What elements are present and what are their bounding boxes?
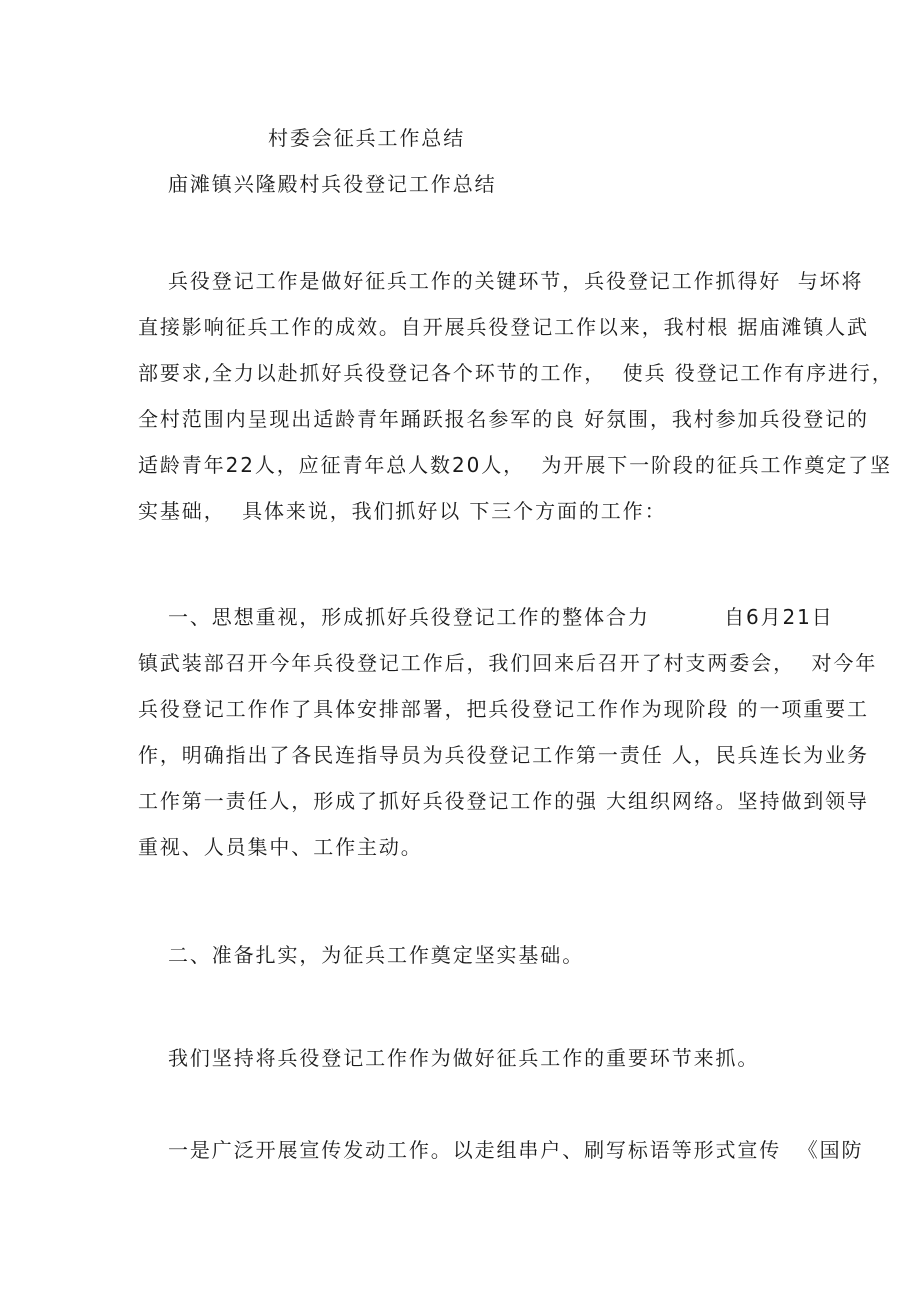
document-title: 村委会征兵工作总结 [268, 126, 466, 150]
section-2-paragraph: 我们坚持将兵役登记工作作为做好征兵工作的重要环节来抓。 [168, 1046, 760, 1070]
text-line: 适龄青年22人，应征青年总人数20人， 为开展下一阶段的征兵工作奠定了坚 [138, 453, 892, 477]
text-line: 镇武装部召开今年兵役登记工作后，我们回来后召开了村支两委会， 对今年 [138, 651, 878, 675]
text-line: 工作第一责任人，形成了抓好兵役登记工作的强 大组织网络。坚持做到领导 [138, 789, 869, 813]
text-line: 重视、人员集中、工作主动。 [138, 835, 423, 859]
section-2-heading: 二、准备扎实，为征兵工作奠定坚实基础。 [168, 943, 585, 967]
text-line: 实基础， 具体来说，我们抓好以 下三个方面的工作： [138, 499, 667, 523]
text-line: 全村范围内呈现出适龄青年踊跃报名参军的良 好氛围，我村参加兵役登记的 [138, 407, 869, 431]
text-line: 部要求,全力以赴抓好兵役登记各个环节的工作， 使兵 役登记工作有序进行， [138, 361, 894, 385]
text-line: 直接影响征兵工作的成效。自开展兵役登记工作以来，我村根 据庙滩镇人武 [138, 315, 869, 339]
document-subtitle: 庙滩镇兴隆殿村兵役登记工作总结 [168, 172, 497, 196]
text-line: 兵役登记工作作了具体安排部署，把兵役登记工作作为现阶段 的一项重要工 [138, 697, 869, 721]
section-2-item-1: 一是广泛开展宣传发动工作。以走组串户、刷写标语等形式宣传 《国防 [168, 1138, 864, 1162]
text-line: 兵役登记工作是做好征兵工作的关键环节，兵役登记工作抓得好 与坏将 [168, 269, 864, 293]
text-line: 作，明确指出了各民连指导员为兵役登记工作第一责任 人，民兵连长为业务 [138, 743, 869, 767]
text-line: 一、思想重视，形成抓好兵役登记工作的整体合力 自6月21日 [168, 605, 834, 629]
